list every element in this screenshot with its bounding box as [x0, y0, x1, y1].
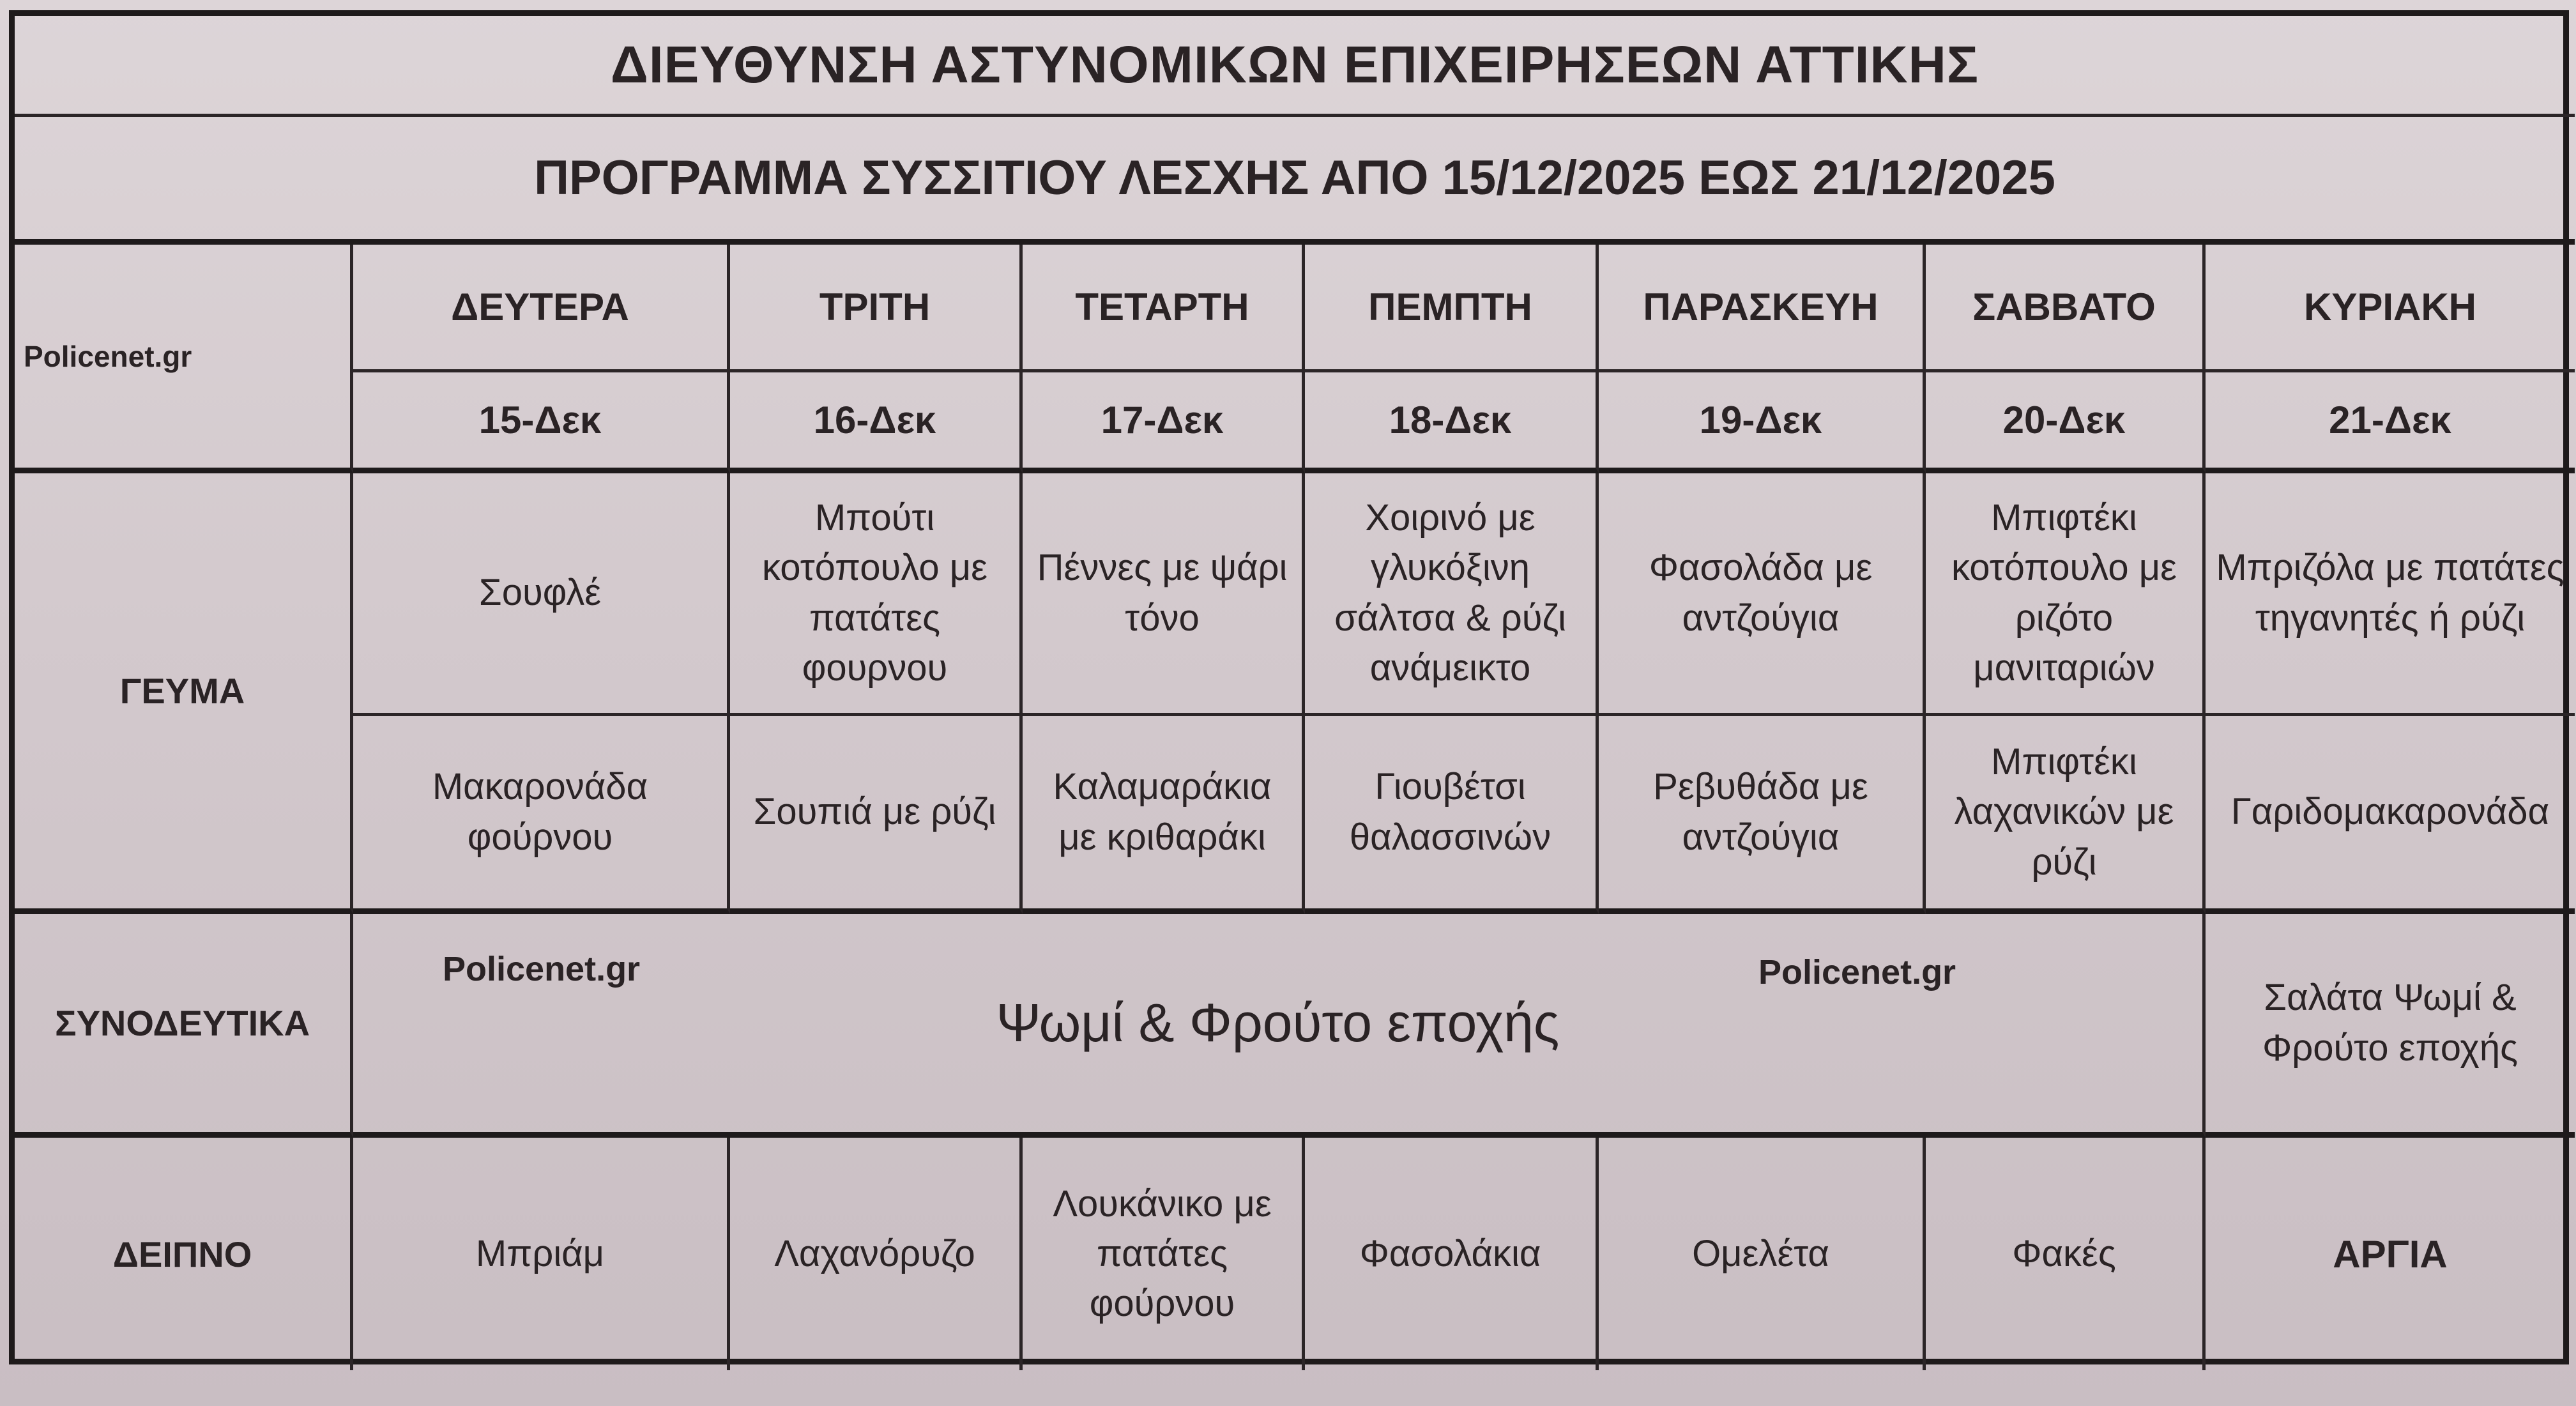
day-header-tue: ΤΡΙΤΗ — [730, 245, 1023, 372]
date-sat: 20-Δεκ — [1926, 372, 2206, 473]
dinner-sun-holiday: ΑΡΓΙΑ — [2333, 1232, 2448, 1276]
dinner-wed: Λουκάνικο με πατάτες φούρνου — [1023, 1138, 1305, 1370]
lunch-option2-sat: Μπιφτέκι λαχανικών με ρύζι — [1926, 716, 2206, 914]
watermark-left: Policenet.gr — [443, 950, 641, 988]
day-header-wed: ΤΕΤΑΡΤΗ — [1023, 245, 1305, 372]
date-mon: 15-Δεκ — [353, 372, 730, 473]
date-fri: 19-Δεκ — [1599, 372, 1926, 473]
sides-weekday-text: Ψωμί & Φρούτο εποχής — [996, 993, 1560, 1053]
day-header-sun: ΚΥΡΙΑΚΗ — [2206, 245, 2575, 372]
date-wed: 17-Δεκ — [1023, 372, 1305, 473]
lunch-option1-sun: Μπριζόλα με πατάτες τηγανητές ή ρύζι — [2206, 473, 2575, 716]
dinner-tue: Λαχανόρυζο — [730, 1138, 1023, 1370]
lunch-option1-fri: Φασολάδα με αντζούγια — [1599, 473, 1926, 716]
sheet-title: ΔΙΕΥΘΥΝΣΗ ΑΣΤΥΝΟΜΙΚΩΝ ΕΠΙΧΕΙΡΗΣΕΩΝ ΑΤΤΙΚΗΣ — [15, 16, 2575, 117]
sides-sunday: Σαλάτα Ψωμί & Φρούτο εποχής — [2206, 914, 2575, 1138]
date-tue: 16-Δεκ — [730, 372, 1023, 473]
watermark-right: Policenet.gr — [1758, 953, 1956, 991]
lunch-option2-wed: Καλαμαράκια με κριθαράκι — [1023, 716, 1305, 914]
menu-table — [9, 10, 2569, 1364]
row-label-lunch: ΓΕΥΜΑ — [15, 473, 353, 914]
row-label-sides: ΣΥΝΟΔΕΥΤΙΚΑ — [15, 914, 353, 1138]
day-header-fri: ΠΑΡΑΣΚΕΥΗ — [1599, 245, 1926, 372]
lunch-option1-thu: Χοιρινό με γλυκόξινη σάλτσα & ρύζι ανάμεικτο — [1305, 473, 1599, 716]
watermark-corner: Policenet.gr — [15, 245, 353, 473]
dinner-thu: Φασολάκια — [1305, 1138, 1599, 1370]
day-header-mon: ΔΕΥΤΕΡΑ — [353, 245, 730, 372]
lunch-option2-tue: Σουπιά με ρύζι — [730, 716, 1023, 914]
lunch-option2-fri: Ρεβυθάδα με αντζούγια — [1599, 716, 1926, 914]
dinner-fri: Ομελέτα — [1599, 1138, 1926, 1370]
lunch-option1-tue: Μπούτι κοτόπουλο με πατάτες φουρνου — [730, 473, 1023, 716]
dinner-sat: Φακές — [1926, 1138, 2206, 1370]
lunch-option2-thu: Γιουβέτσι θαλασσινών — [1305, 716, 1599, 914]
date-thu: 18-Δεκ — [1305, 372, 1599, 473]
lunch-option1-mon: Σουφλέ — [353, 473, 730, 716]
date-sun: 21-Δεκ — [2206, 372, 2575, 473]
sides-weekday — [353, 914, 2206, 1138]
lunch-option1-sat: Μπιφτέκι κοτόπουλο με ριζότο μανιταριών — [1926, 473, 2206, 716]
day-header-thu: ΠΕΜΠΤΗ — [1305, 245, 1599, 372]
lunch-option1-wed: Πέννες με ψάρι τόνο — [1023, 473, 1305, 716]
row-label-dinner: ΔΕΙΠΝΟ — [15, 1138, 353, 1370]
dinner-mon: Μπριάμ — [353, 1138, 730, 1370]
lunch-option2-mon: Μακαρονάδα φούρνου — [353, 716, 730, 914]
day-header-sat: ΣΑΒΒΑΤΟ — [1926, 245, 2206, 372]
lunch-option2-sun: Γαριδομακαρονάδα — [2206, 716, 2575, 914]
sheet-subtitle: ΠΡΟΓΡΑΜΜΑ ΣΥΣΣΙΤΙΟΥ ΛΕΣΧΗΣ ΑΠΟ 15/12/2025 ΕΩΣ 21/12/2025 — [15, 117, 2575, 245]
